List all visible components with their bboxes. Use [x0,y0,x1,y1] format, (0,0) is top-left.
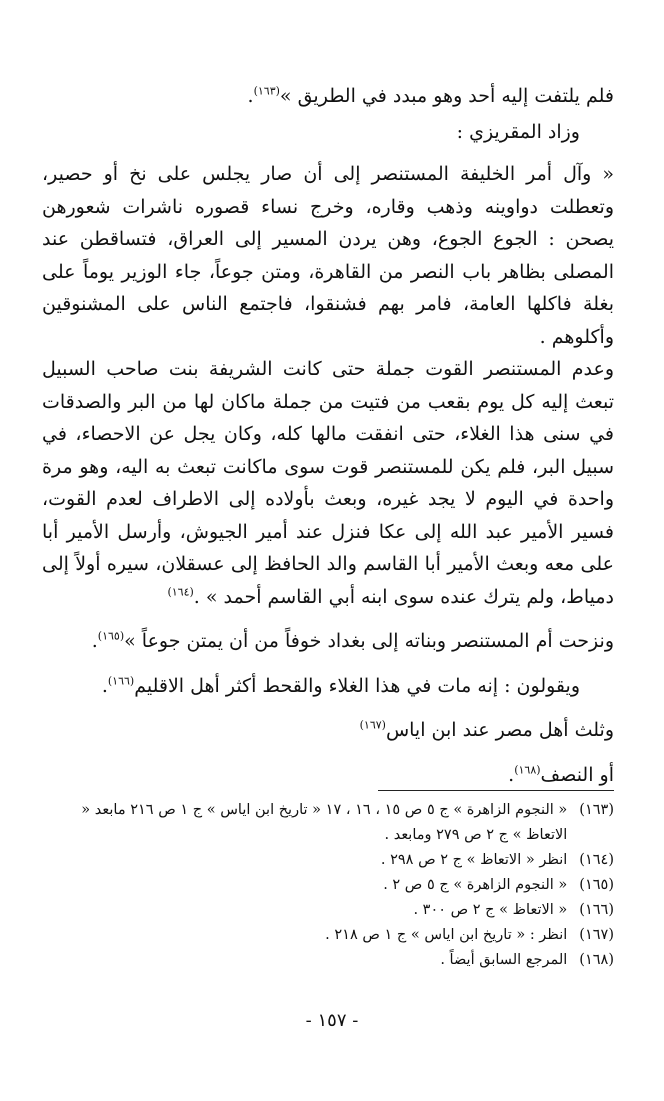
paragraph-4-text: وعدم المستنصر القوت جملة حتى كانت الشريفة بنت صاحب السبيل تبعث إليه كل يوم بقعب من فتيت من جملة ماكان لها من البر والصدقات في سنى هذا الغلاء، حتى انفقت مالها كله، وكان يجل عن الاحصاء، في سبيل البر، فلم يكن للمستنصر قوت سوى ماكانت تبعث به اليه، وهو مرة واحدة في اليوم لا يجد غيره، وبعث بأولاده إلى الاطراف لعدم القوت، فسير الأمير عبد الله إلى عكا فنزل عند أمير الجيوش، وأرسل الأمير أبا على معه وبعث الأمير أبا القاسم والد الحافظ إلى عسقلان، سيره أولاً إلى دمياط، ولم يترك عنده سوى ابنه أبي القاسم أحمد » . [42,358,614,608]
paragraph-4 [42,353,614,613]
footnote-divider [378,790,614,791]
footnote-text: « النجوم الزاهرة » ج ٥ ص ١٥ ، ١٦ ، ١٧ « تاريخ ابن اياس » ج ١ ص ٢١٦ مابعد « الاتعاظ » ج ٢ ص ٢٧٩ ومابعد . [81,802,568,843]
footnote-number: (١٦٥) [579,877,614,893]
footnote-ref-165[interactable]: (١٦٥) [97,629,125,643]
paragraph-1 [42,80,614,113]
footnote-168 [44,948,614,973]
footnote-number: (١٦٧) [579,927,614,943]
paragraph-2: وزاد المقريزي : [456,120,580,143]
footnote-text: المرجع السابق أيضاً . [440,952,568,968]
footnote-ref-163[interactable]: (١٦٣) [253,84,280,98]
footnote-167 [44,923,614,948]
footnote-text: « النجوم الزاهرة » ج ٥ ص ٢ . [383,877,568,893]
footnote-text: « الاتعاظ » ج ٢ ص ٣٠٠ . [413,902,568,918]
paragraph-6 [42,670,614,703]
footnote-number: (١٦٣) [579,802,614,818]
footnote-text: انظر : « تاريخ ابن اياس » ج ١ ص ٢١٨ . [325,927,568,943]
footnote-ref-167[interactable]: (١٦٧) [359,718,386,732]
footnote-number: (١٦٤) [579,852,614,868]
footnote-number: (١٦٦) [579,902,614,918]
paragraph-6-end: . [101,674,108,697]
paragraph-5-text: ونزحت أم المستنصر وبناته إلى بغداد خوفاً من أن يمتن جوعاً » [124,630,614,652]
paragraph-1-end: . [247,85,254,107]
paragraph-6-text: ويقولون : إنه مات في هذا الغلاء والقحط أكثر أهل الاقليم [134,674,580,697]
footnote-ref-166[interactable]: (١٦٦) [107,674,135,688]
main-text [42,80,614,791]
footnotes [44,798,614,973]
paragraph-3-quote: « وآل أمر الخليفة المستنصر إلى أن صار يجلس على نخ أو حصير، وتعطلت دواوينه وذهب وقاره، وخرج نساء قصوره ناشرات شعورهن يصحن : الجوع الجوع، وهن يردن المسير إلى العراق، فتساقطن عند المصلى بظاهر باب النصر من القاهرة، ومتن جوعاً، جاء الوزير يوماً على بغلة فاكلها العامة، فامر بهم فشنقوا، فاجتمع الناس على المشنوقين وأكلوهم . [42,163,614,348]
footnote-163 [44,798,614,848]
paragraph-8-end: . [508,763,515,786]
footnote-ref-168[interactable]: (١٦٨) [514,763,541,777]
footnote-164 [44,848,614,873]
footnote-number: (١٦٨) [579,952,614,968]
paragraph-8-text: أو النصف [540,763,614,786]
paragraph-7 [42,714,614,747]
paragraph-5-end: . [91,630,98,652]
footnote-ref-164[interactable]: (١٦٤) [167,585,194,599]
paragraph-1-text: فلم يلتفت إليه أحد وهو مبدد في الطريق » [279,85,614,107]
paragraph-7-text: وثلث أهل مصر عند ابن اياس [385,719,614,741]
footnote-165 [44,873,614,898]
paragraph-8 [42,759,614,792]
footnote-166 [44,898,614,923]
paragraph-5 [42,625,614,658]
page-number: - ١٥٧ - [305,1010,359,1031]
footnote-text: انظر « الاتعاظ » ج ٢ ص ٢٩٨ . [380,852,568,868]
